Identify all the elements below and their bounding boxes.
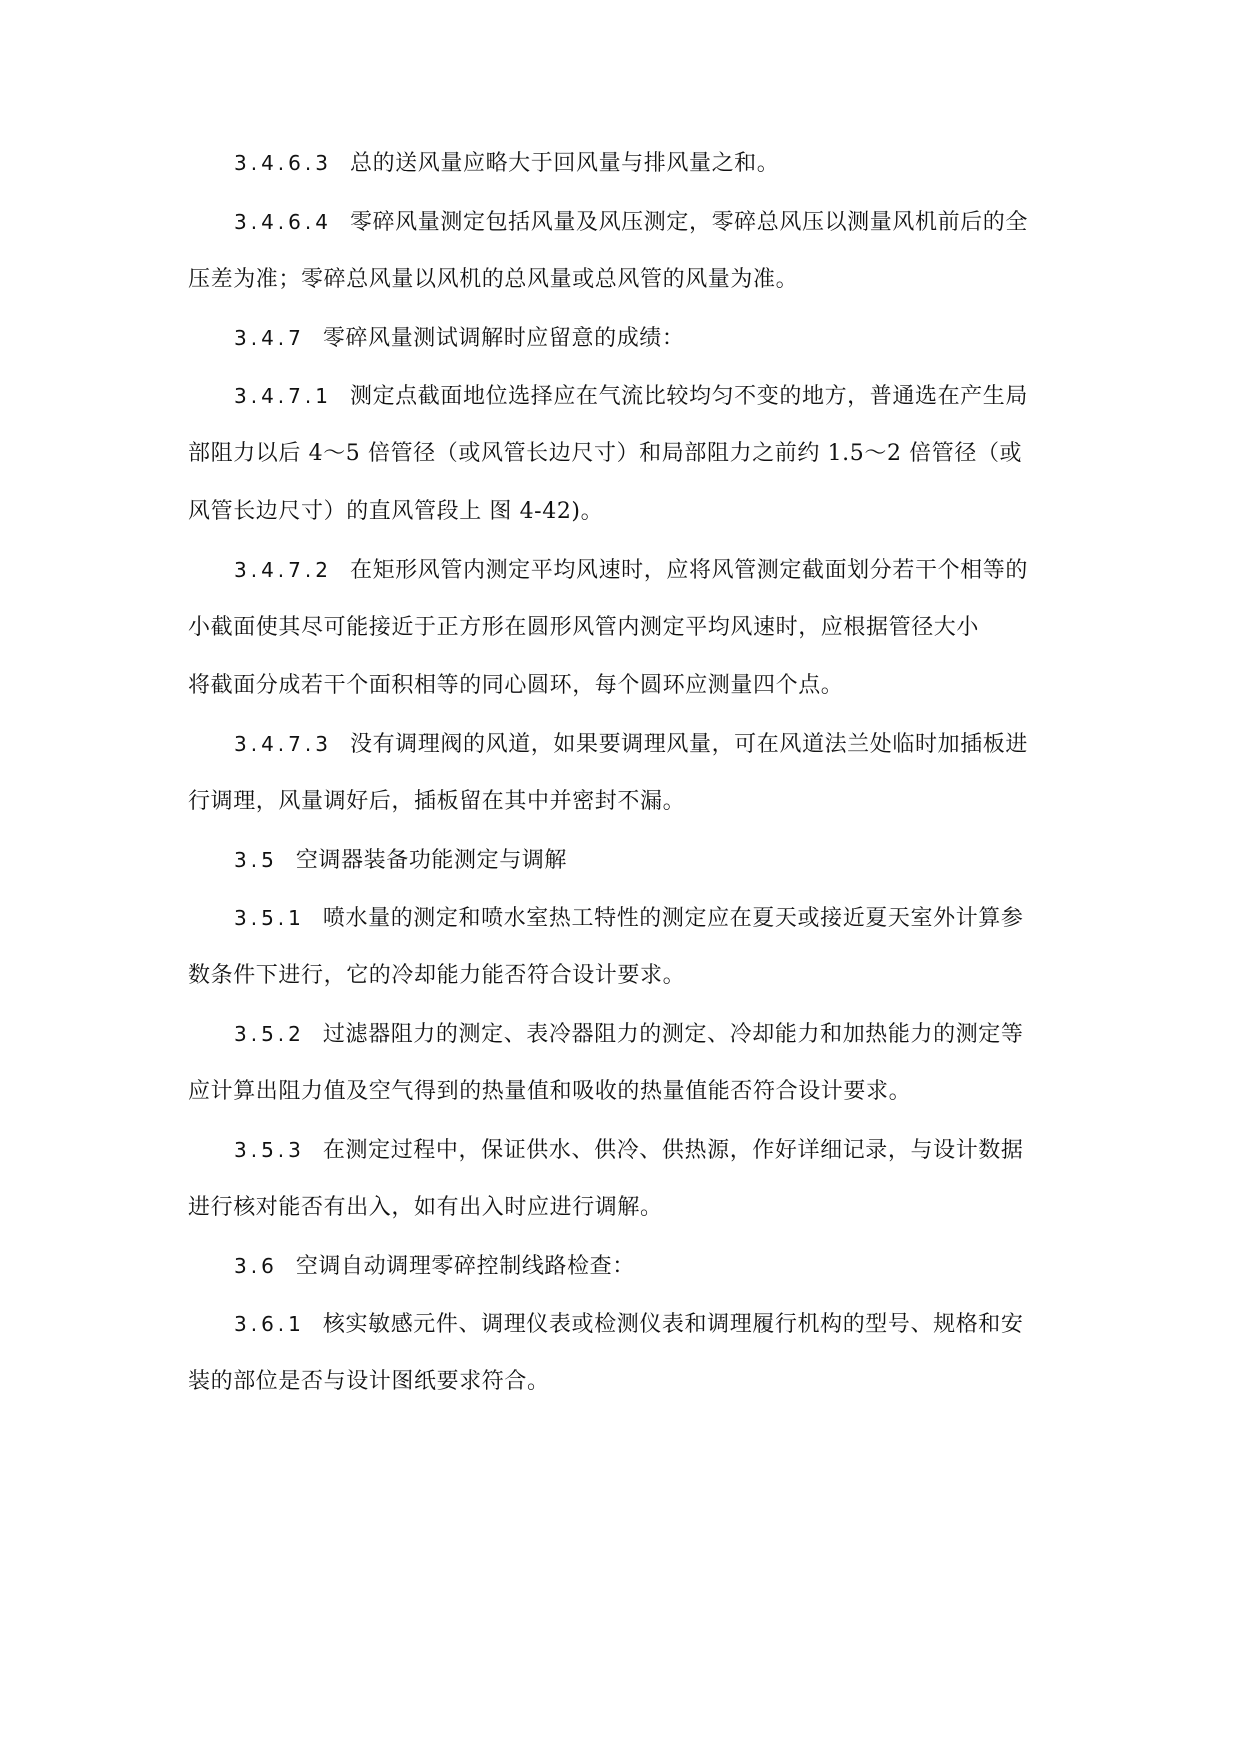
paragraph-3-4-7-3 (234, 729, 1088, 760)
section-number: 3.4.6.4 (234, 210, 332, 234)
section-number: 3.4.7 (234, 326, 305, 350)
section-number: 3.4.7.2 (234, 558, 332, 582)
paragraph-continuation: 进行核对能否有出入，如有出入时应进行调解。 (188, 1195, 663, 1220)
paragraph-continuation: 行调理，风量调好后，插板留在其中并密封不漏。 (188, 789, 686, 814)
paragraph-3-4-7-2 (234, 555, 1088, 586)
section-number: 3.5.2 (234, 1022, 305, 1046)
paragraph-text: 过滤器阻力的测定、表冷器阻力的测定、冷却能力和加热能力的测定等 (322, 1022, 1024, 1047)
paragraph-text: 喷水量的测定和喷水室热工特性的测定应在夏天或接近夏天室外计算参 (322, 906, 1024, 931)
paragraph-text: 在矩形风管内测定平均风速时，应将风管测定截面划分若干个相等的 (349, 558, 1028, 583)
paragraph-text: 没有调理阀的风道，如果要调理风量，可在风道法兰处临时加插板进 (349, 732, 1028, 757)
paragraph-3-4-7-1 (234, 381, 1088, 412)
section-number: 3.5.3 (234, 1138, 305, 1162)
paragraph-text: 在测定过程中，保证供水、供冷、供热源，作好详细记录，与设计数据 (322, 1138, 1024, 1163)
paragraph-3-4-6-3 (234, 148, 1088, 179)
section-number: 3.5.1 (234, 906, 305, 930)
paragraph-3-5 (234, 845, 1088, 876)
paragraph-continuation: 数条件下进行，它的冷却能力能否符合设计要求。 (188, 963, 686, 988)
paragraph-text: 测定点截面地位选择应在气流比较均匀不变的地方，普通选在产生局 (349, 384, 1028, 409)
paragraph-continuation: 应计算出阻力值及空气得到的热量值和吸收的热量值能否符合设计要求。 (188, 1079, 912, 1104)
section-number: 3.6.1 (234, 1312, 305, 1336)
paragraph-3-5-2 (234, 1019, 1088, 1050)
paragraph-3-6-1 (234, 1309, 1088, 1340)
section-number: 3.4.7.1 (234, 384, 332, 408)
paragraph-continuation: 装的部位是否与设计图纸要求符合。 (188, 1369, 550, 1394)
paragraph-text: 空调自动调理零碎控制线路检查： (295, 1254, 635, 1279)
paragraph-3-5-3 (234, 1135, 1088, 1166)
paragraph-continuation: 压差为准；零碎总风量以风机的总风量或总风管的风量为准。 (188, 267, 799, 292)
paragraph-continuation: 风管长边尺寸）的直风管段上 图 4-42)。 (188, 499, 604, 524)
section-number: 3.6 (234, 1254, 278, 1278)
paragraph-continuation: 将截面分成若干个面积相等的同心圆环，每个圆环应测量四个点。 (188, 673, 844, 698)
section-number: 3.4.7.3 (234, 732, 332, 756)
paragraph-text: 零碎风量测定包括风量及风压测定，零碎总风压以测量风机前后的全 (349, 210, 1028, 235)
paragraph-3-5-1 (234, 903, 1088, 934)
paragraph-text: 核实敏感元件、调理仪表或检测仪表和调理履行机构的型号、规格和安 (322, 1312, 1024, 1337)
paragraph-text: 总的送风量应略大于回风量与排风量之和。 (349, 151, 780, 176)
paragraph-continuation: 部阻力以后 4～5 倍管径（或风管长边尺寸）和局部阻力之前约 1.5～2 倍管径（或 (188, 441, 1023, 466)
paragraph-3-4-6-4 (234, 207, 1088, 238)
paragraph-3-6 (234, 1251, 1088, 1282)
paragraph-3-4-7 (234, 323, 1088, 354)
section-number: 3.5 (234, 848, 278, 872)
paragraph-text: 空调器装备功能测定与调解 (295, 848, 568, 873)
paragraph-text: 零碎风量测试调解时应留意的成绩： (322, 326, 685, 351)
paragraph-continuation: 小截面使其尽可能接近于正方形在圆形风管内测定平均风速时，应根据管径大小 (188, 615, 980, 640)
section-number: 3.4.6.3 (234, 151, 332, 175)
